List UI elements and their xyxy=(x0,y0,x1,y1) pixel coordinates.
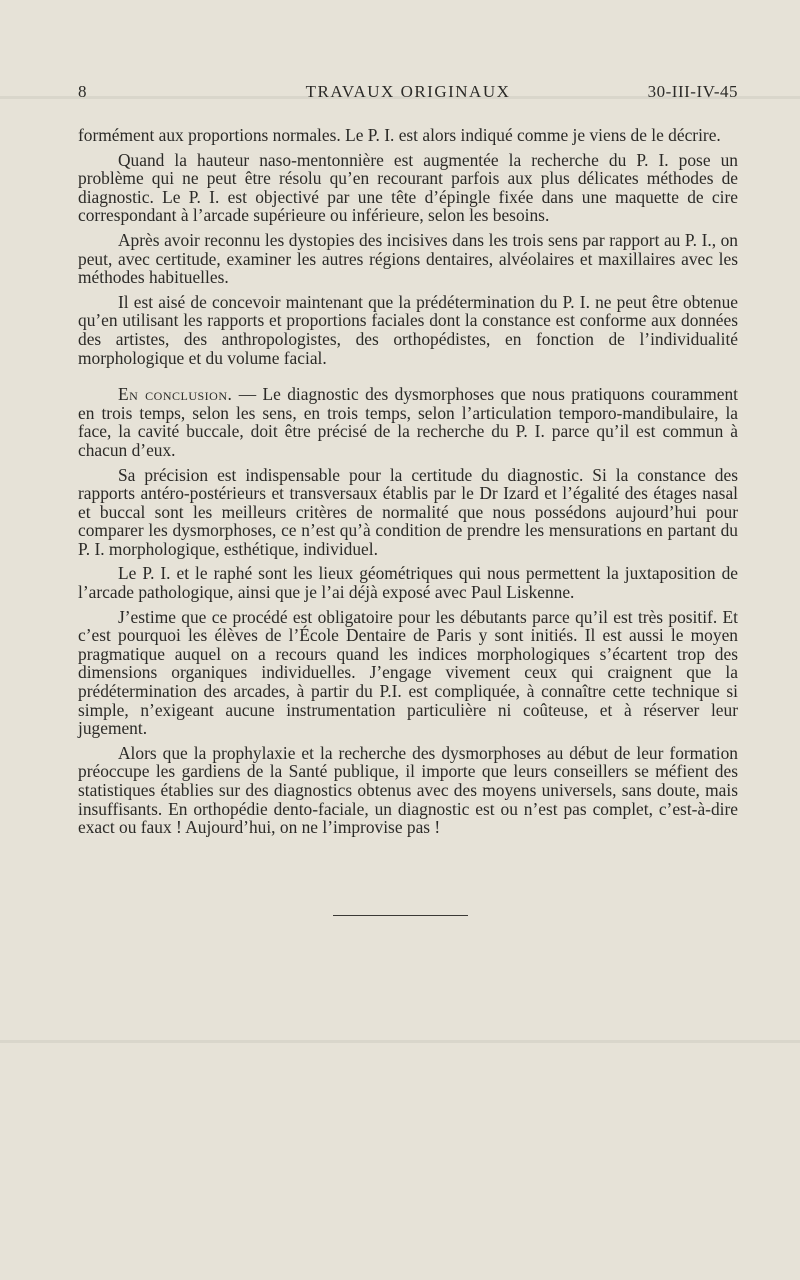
paragraph: Alors que la prophylaxie et la recherche des dysmorphoses au début de leur formation préoccupe les gardiens de la Santé publique, il importe que leurs conseillers se méfient des statistiques établies sur des diagnostics obtenus avec des moyens universels, sans doute, mais insuffisants. En orthopédie dento-faciale, un diagnostic est ou n’est pas complet, c’est-à-dire exact ou faux ! Aujourd’hui, on ne l’improvise pas ! xyxy=(78,742,738,838)
end-rule xyxy=(333,915,468,916)
paragraph: formément aux proportions normales. Le P. I. est alors indiqué comme je viens de le décrire. xyxy=(78,125,721,145)
section-lead: En conclusion. xyxy=(118,384,233,405)
paragraph: Il est aisé de concevoir maintenant que la prédétermination du P. I. ne peut être obtenue qu’en utilisant les rapports et proportions faciales dont la constance est conforme aux données des artistes, des anthropologistes, des orthopédistes, en fonction de l’individualité morphologique et du volume facial. xyxy=(78,291,738,368)
paragraph: Après avoir reconnu les dystopies des incisives dans les trois sens par rapport au P. I., on peut, avec certitude, examiner les autres régions dentaires, alvéolaires et maxillaires avec les méthodes habituelles. xyxy=(78,229,738,288)
paragraph-text: — Le diagnostic des dysmorphoses que nous pratiquons couramment en trois temps, selon les sens, en trois temps, selon l’articulation temporo-mandibulaire, la face, la cavité buccale, doit être précisé de la recherche du P. I. parce qu’il est commun à chacun d’eux. xyxy=(78,384,738,460)
paragraph: J’estime que ce procédé est obligatoire pour les débutants parce qu’il est très positif. Et c’est pourquoi les élèves de l’École Dentaire de Paris y sont initiés. Il est aussi le moyen pragmatique auquel on a recours quand les indices morphologiques s’écartent trop des dimensions organiques individuelles. J’engage vivement ceux qui craignent que la prédétermination des arcades, à partir du P.I. est compliquée, à connaître cette technique si simple, n’exigeant aucune instrumentation particulière ni coûteuse, et à réserver leur jugement. xyxy=(78,606,738,739)
paragraph: Sa précision est indispensable pour la certitude du diagnostic. Si la constance des rapports antéro-postérieurs et transversaux établis par le Dr Izard et l’égalité des étages nasal et buccal sont les meilleurs critères de normalité que nous possédons aujourd’hui pour comparer les dysmorphoses, ce n’est qu’à condition de prendre les mensurations en partant du P. I. morphologique, esthétique, individuel. xyxy=(78,464,738,559)
show-through xyxy=(0,1040,800,1043)
paragraph: Quand la hauteur naso-mentonnière est augmentée la recherche du P. I. pose un problème qui ne peut être résolu qu’en recourant parfois aux plus délicates méthodes de diagnostic. Le P. I. est objectivé par une tête d’épingle fixée dans une maquette de cire correspondant à l’arcade supérieure ou inférieure, selon les besoins. xyxy=(78,149,738,226)
issue-date: 30-III-IV-45 xyxy=(647,82,738,101)
running-title: TRAVAUX ORIGINAUX xyxy=(305,82,511,101)
body-text xyxy=(78,126,738,843)
page-number: 8 xyxy=(78,82,87,101)
paragraph-conclusion xyxy=(78,385,738,459)
page-header xyxy=(78,82,738,106)
paragraph: Le P. I. et le raphé sont les lieux géométriques qui nous permettent la juxtaposition de l’arcade pathologique, ainsi que je l’ai déjà exposé avec Paul Liskenne. xyxy=(78,563,738,603)
